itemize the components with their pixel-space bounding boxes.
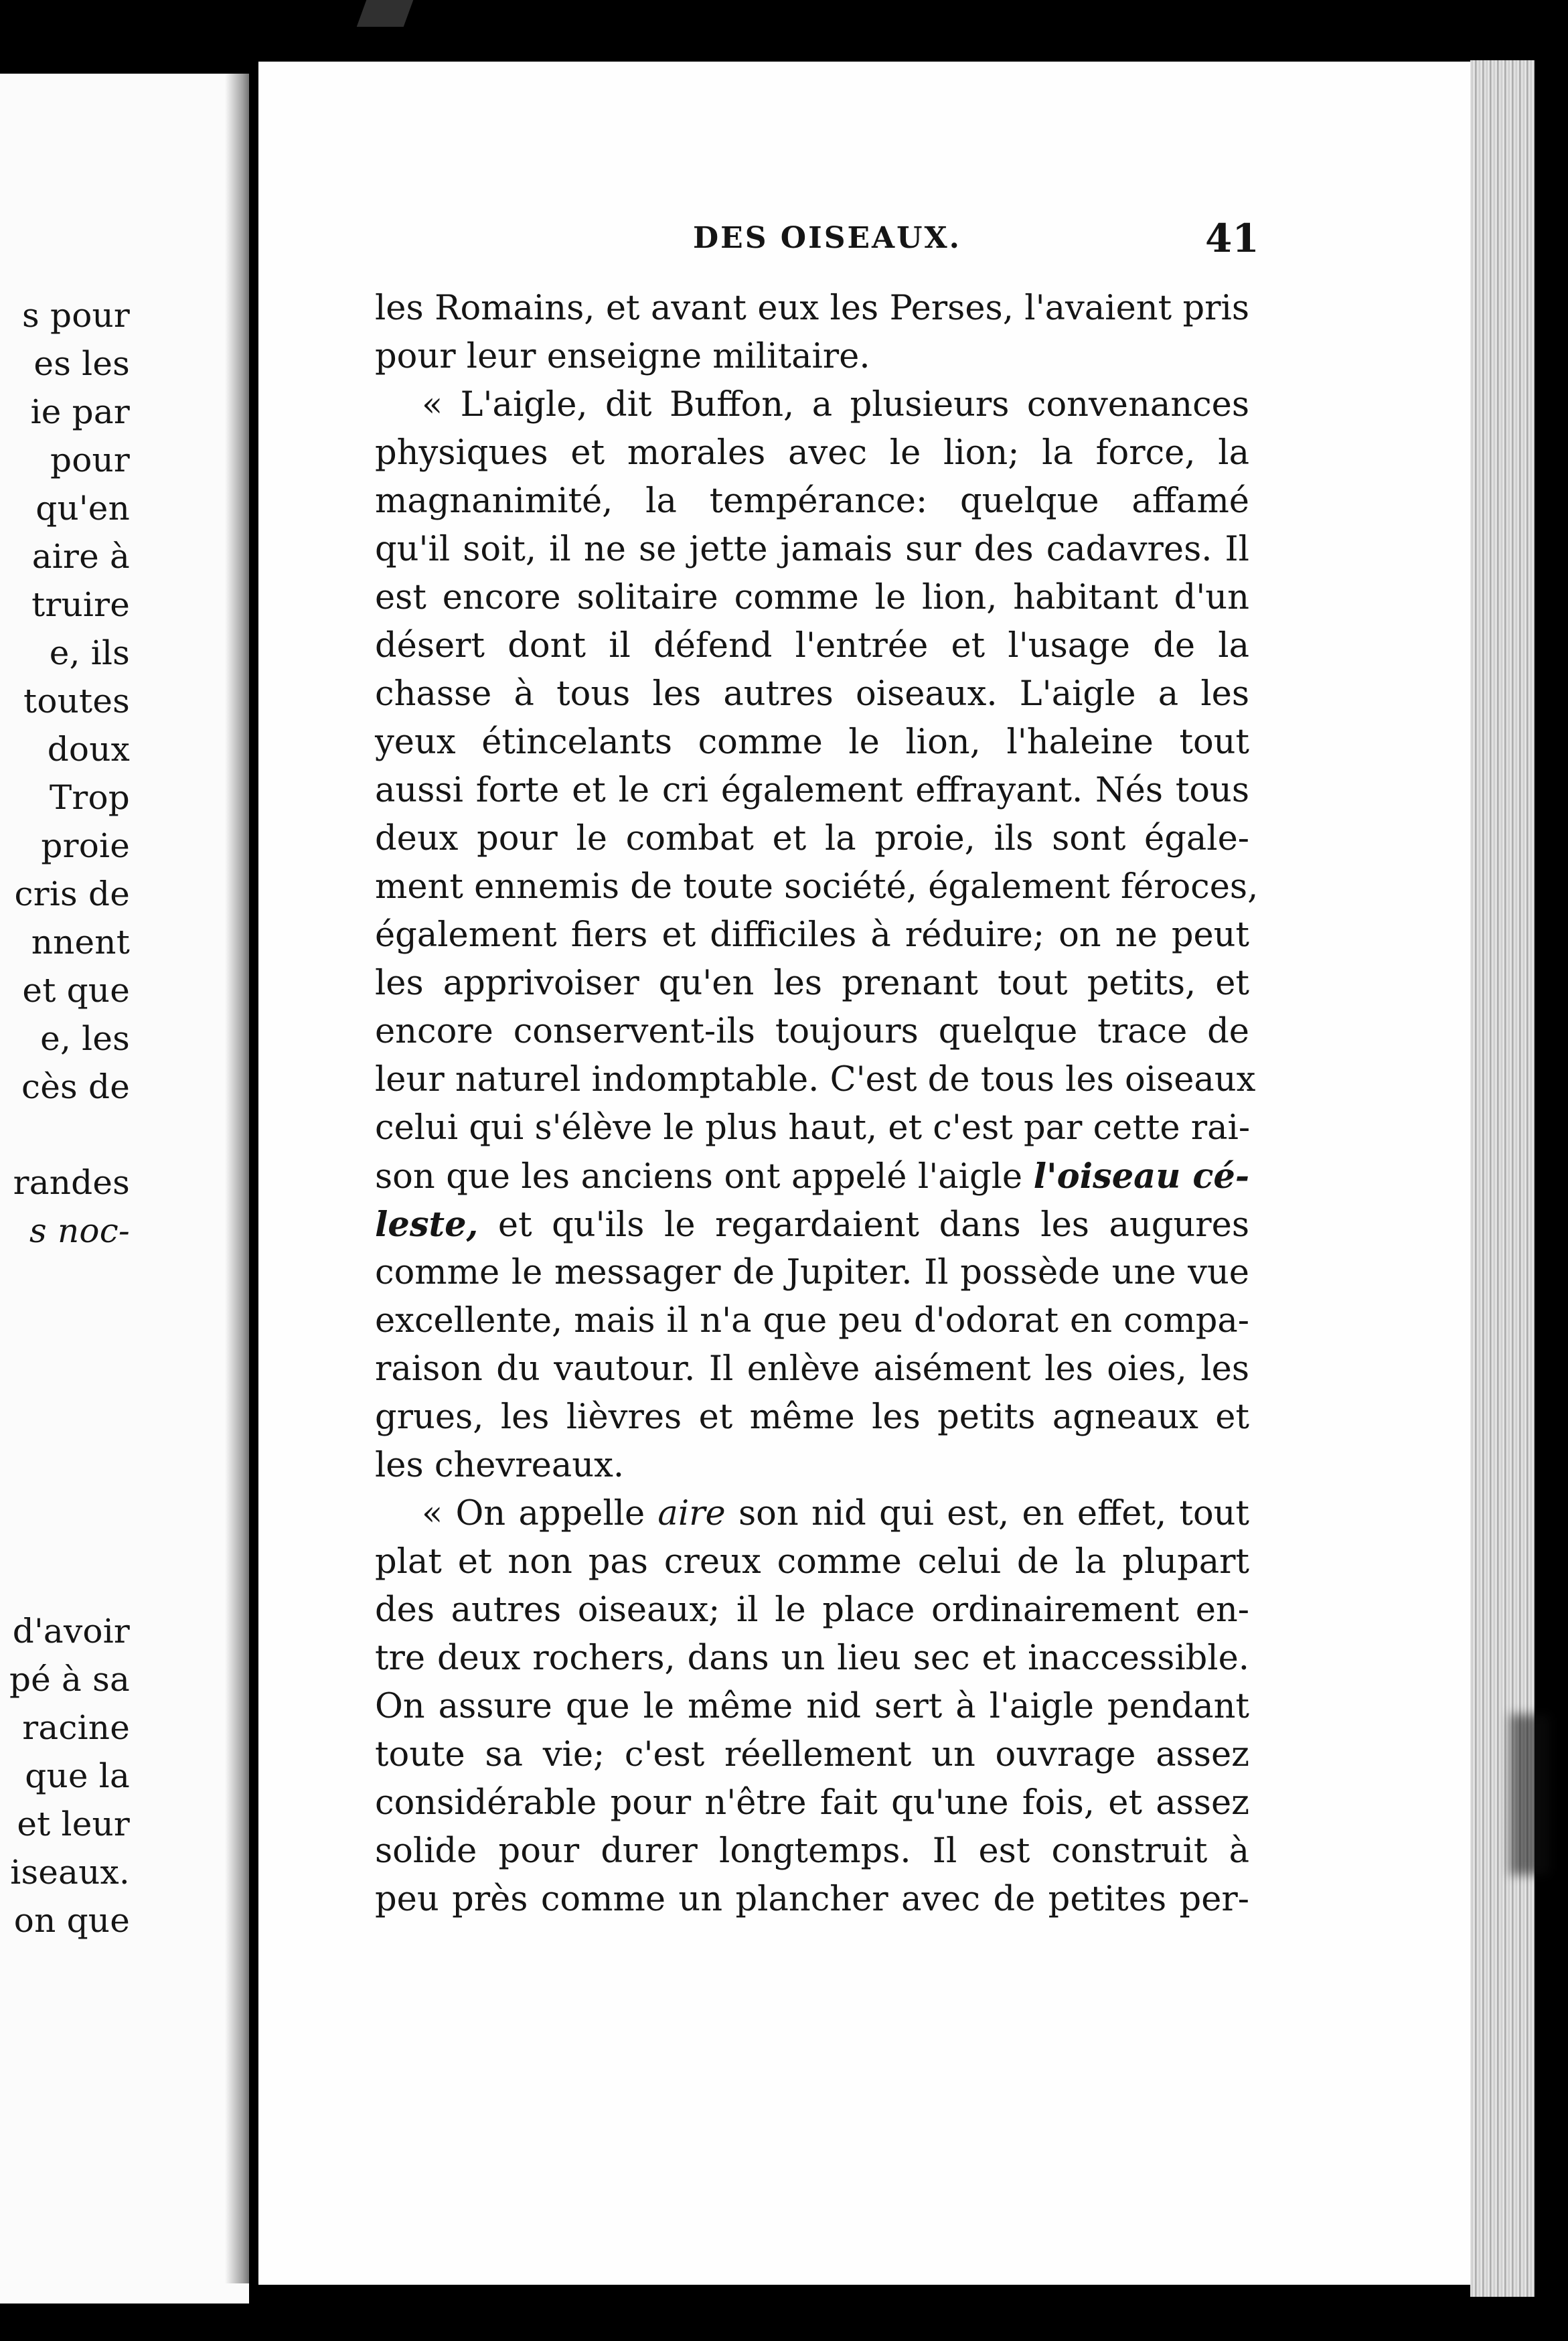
body-line: plat et non pas creux comme celui de la plupart [375, 1542, 1249, 1582]
body-line: magnanimité, la tempérance: quelque affamé [375, 481, 1249, 521]
left-page-line: et que [22, 971, 130, 1010]
body-line: désert dont il défend l'entrée et l'usage de la [375, 626, 1249, 666]
left-page-line: d'avoir [12, 1612, 130, 1651]
body-line: celui qui s'élève le plus haut, et c'est par cette rai- [375, 1108, 1251, 1148]
body-line-text: et qu'ils le regardaient dans les augures [497, 1205, 1249, 1245]
left-page-line: proie [41, 826, 130, 865]
left-page-line: pour [50, 441, 130, 479]
left-page-line: pé à sa [9, 1660, 130, 1699]
left-page-line: cès de [21, 1067, 130, 1106]
left-page-line: racine [22, 1708, 130, 1747]
body-line: excellente, mais il n'a que peu d'odorat en compa- [375, 1301, 1249, 1341]
left-page-line: doux [47, 730, 130, 769]
left-page-line: s noc- [29, 1211, 130, 1250]
left-page-line: randes [13, 1163, 130, 1202]
left-page-line: cris de [14, 875, 130, 913]
left-page-line: e, les [40, 1019, 130, 1058]
body-line: est encore solitaire comme le lion, habitant d'un [375, 578, 1249, 617]
left-page-line: s pour [22, 296, 130, 335]
book-gutter [225, 74, 260, 2283]
left-page-line: es les [33, 344, 130, 383]
body-line-text: « On appelle [422, 1494, 645, 1533]
body-line: chasse à tous les autres oiseaux. L'aigle a les [375, 674, 1249, 714]
emphasis-text: leste, [375, 1205, 479, 1245]
left-page-line: e, ils [49, 633, 130, 672]
body-line: comme le messager de Jupiter. Il possède une vue [375, 1253, 1249, 1292]
body-line: les Romains, et avant eux les Perses, l'avaient pris [375, 289, 1249, 328]
body-line: deux pour le combat et la proie, ils sont égale- [375, 819, 1249, 858]
left-page-line: iseaux. [10, 1853, 130, 1892]
body-line: tre deux rochers, dans un lieu sec et inaccessible. [375, 1639, 1249, 1678]
body-line: les chevreaux. [375, 1446, 625, 1485]
body-line: des autres oiseaux; il le place ordinairement en- [375, 1590, 1249, 1630]
running-head: DES OISEAUX. [693, 221, 961, 255]
body-line: toute sa vie; c'est réellement un ouvrage assez [375, 1735, 1249, 1774]
left-page-line: truire [31, 585, 130, 624]
body-line: physiques et morales avec le lion; la force, la [375, 433, 1249, 473]
scan-artifact [1510, 1714, 1550, 1875]
body-line: considérable pour n'être fait qu'une fois, et assez [375, 1783, 1249, 1823]
left-page-line: toutes [23, 682, 130, 721]
body-line: peu près comme un plancher avec de petites per- [375, 1880, 1249, 1919]
body-line: encore conservent-ils toujours quelque trace de [375, 1012, 1249, 1051]
body-line: qu'il soit, il ne se jette jamais sur des cadavres. Il [375, 530, 1249, 569]
left-page-line: nnent [31, 923, 130, 962]
body-line: raison du vautour. Il enlève aisément les oies, les [375, 1349, 1249, 1389]
body-line [375, 1152, 1249, 1201]
body-line: grues, les lièvres et même les petits agneaux et [375, 1398, 1249, 1437]
left-page-line: Trop [49, 778, 130, 817]
body-line-text: son que les anciens ont appelé l'aigle [375, 1157, 1023, 1197]
body-line: leur naturel indomptable. C'est de tous les oiseaux [375, 1060, 1256, 1100]
body-line: pour leur enseigne militaire. [375, 337, 870, 376]
emphasis-text: aire [657, 1494, 726, 1533]
emphasis-text: l'oiseau cé- [1033, 1156, 1249, 1197]
page-number: 41 [1205, 216, 1259, 261]
body-line: aussi forte et le cri également effrayant. Nés tous [375, 771, 1249, 810]
body-line: solide pour durer longtemps. Il est construit à [375, 1831, 1249, 1871]
left-page-line: et leur [17, 1805, 130, 1843]
left-page-line: on que [13, 1901, 130, 1940]
page-edges [1470, 60, 1535, 2297]
body-line: On assure que le même nid sert à l'aigle pendant [375, 1687, 1249, 1726]
body-line: « L'aigle, dit Buffon, a plusieurs convenances [422, 385, 1249, 425]
body-line [422, 1490, 1249, 1538]
body-line: yeux étincelants comme le lion, l'haleine tout [375, 723, 1249, 762]
body-line-text: son nid qui est, en effet, tout [738, 1494, 1249, 1533]
left-page-line: aire à [31, 537, 130, 576]
left-page-line: ie par [30, 392, 130, 431]
body-line [375, 1201, 1249, 1250]
body-line: ment ennemis de toute société, également féroces, [375, 867, 1259, 907]
left-page [0, 74, 249, 2304]
body-line: les apprivoiser qu'en les prenant tout petits, et [375, 964, 1249, 1003]
left-page-line: que la [25, 1756, 130, 1795]
scan-artifact [357, 0, 414, 27]
body-line: également fiers et difficiles à réduire; on ne peut [375, 915, 1249, 955]
left-page-line: qu'en [35, 489, 130, 528]
